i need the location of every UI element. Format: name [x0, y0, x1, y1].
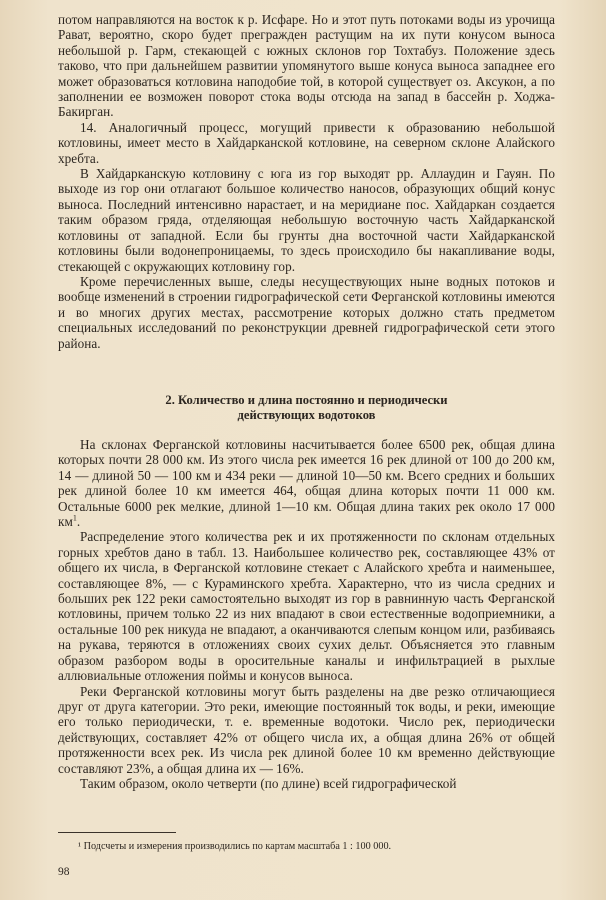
- text-block-top: [58, 12, 555, 351]
- section-heading-line-2: действующих водотоков: [237, 408, 376, 422]
- footnote: ¹ Подсчеты и измерения производились по картам масштаба 1 : 100 000.: [78, 841, 392, 852]
- paragraph-7: Реки Ферганской котловины могут быть разделены на две резко отличающиеся друг от друга категории. Это реки, имеющие постоянный ток воды, и реки, имеющие его только периодически, т. е. временные водотоки. Число рек, периодически действующих, составляет 42% от общего числа их, а общая длина 26% от общей протяженности всех рек. Из числа рек длиной более 10 км временно действующие составляют 23%, а общая длина их — 16%.: [58, 683, 555, 776]
- text-block-bottom: [58, 437, 555, 791]
- paragraph-6: Распределение этого количества рек и их протяженности по склонам отдельных горных хребтов дано в табл. 13. Наибольшее количество рек, составляющее 43% от общего их числа, в Ферганской котловине стекает с Алайского хребта и наименьшее, составляющее 8%, — с Кураминского хребта. Характерно, что из числа средних и больших рек 122 реки самостоятельно выходят из гор в равнинную часть Ферганской котловины, причем только 22 из них впадают в свои естественные водоприемники, а остальные 100 рек никуда не впадают, а оканчиваются слепым концом или, разбиваясь на рукава, теряются в отложениях своих сухих дельт. Объясняется это главным образом разбором воды в оросительные каналы и инфильтрацией в рыхлые аллювиальные отложения поймы и конусов выноса.: [58, 529, 555, 684]
- paragraph-4: Кроме перечисленных выше, следы несуществующих ныне водных потоков и вообще изменений в строении гидрографической сети Ферганской котловины имеются и во многих других местах, рассмотрение которых должно стать предметом специальных исследований по реконструкции древней гидрографической сети этого района.: [58, 273, 555, 351]
- section-heading-line-1: 2. Количество и длина постоянно и периодически: [165, 393, 448, 407]
- section-heading: [58, 393, 555, 423]
- paragraph-8: Таким образом, около четверти (по длине) всей гидрографической: [80, 775, 457, 791]
- paragraph-5-end: .: [76, 514, 81, 530]
- footnote-marker: 1: [72, 513, 77, 523]
- paragraph-2: 14. Аналогичный процесс, могущий привести к образованию небольшой котловины, имеет место в Хайдарканской котловине, на северном склоне Алайского хребта.: [58, 119, 555, 166]
- page-number: 98: [58, 866, 70, 878]
- paragraph-1: потом направляются на восток к р. Исфаре. Но и этот путь потоками воды из урочища Рават, вероятно, скоро будет прегражден растущим на их пути конусом выноса небольшой р. Гарм, стекающей с южных склонов гор Тохтабуз. Положение здесь таково, что при дальнейшем развитии упомянутого выше конуса выноса западнее его может образоваться котловина наподобие той, в которой существует оз. Аксукон, а по заполнении ее возможен поворот стока воды отсюда на запад в бассейн р. Ходжа-Бакирган.: [58, 12, 555, 120]
- paragraph-5-text: На склонах Ферганской котловины насчитывается более 6500 рек, общая длина которых почти 28 000 км. Из этого числа рек имеется 16 рек длиной от 100 до 200 км, 14 — длиной 50 — 100 км и 434 реки — длиной 10—50 км. Всего средних и больших рек длиной более 10 км имеется 464, общая длина которых почти 11 000 км. Остальные 6000 рек мелкие, длиной 1—10 км. Общая длина таких рек около 17 000 км: [58, 437, 555, 530]
- paragraph-5: [58, 437, 555, 529]
- paragraph-3: В Хайдарканскую котловину с юга из гор выходят рр. Аллаудин и Гауян. По выходе из гор они отлагают большое количество наносов, образующих общий конус выноса. Последний интенсивно нарастает, и на меридиане пос. Хайдаркан создается таким образом гряда, отделяющая небольшую восточную часть Хайдарканской котловины от западной. Если бы грунты дна восточной части Хайдарканской котловины были водонепроницаемы, то здесь происходило бы накапливание воды, стекающей с окружающих котловину гор.: [58, 166, 555, 274]
- footnote-divider: [58, 832, 176, 833]
